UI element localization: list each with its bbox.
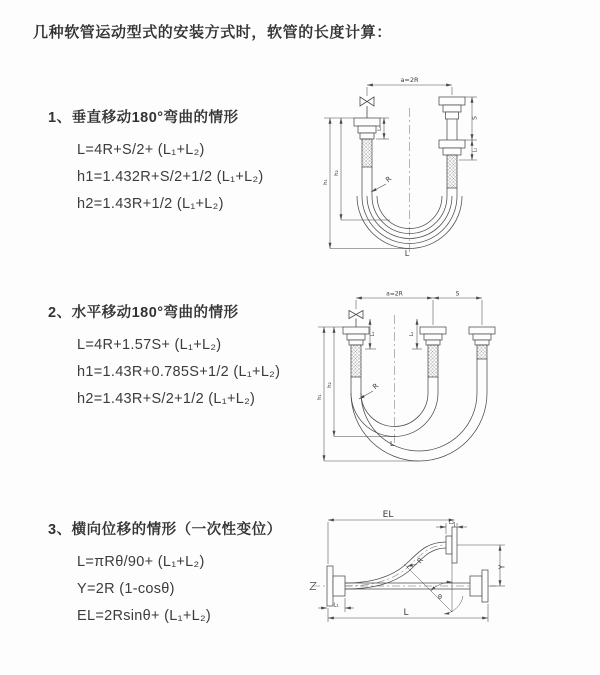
left-flange (327, 566, 345, 606)
diagram-lateral-displacement (300, 500, 600, 645)
label-r: R (384, 174, 394, 185)
hose-u-bends (351, 359, 487, 461)
label-s: S (471, 116, 479, 120)
left-fitting (343, 327, 369, 377)
radius-leader (371, 184, 386, 192)
section-1-heading: 1、垂直移动180°弯曲的情形 (48, 110, 239, 126)
braided-section (447, 155, 457, 188)
label-l2: L₂ (448, 520, 455, 526)
label-l1: L₁ (377, 126, 383, 131)
label-r: R (415, 556, 426, 566)
label-y: Y (497, 564, 507, 570)
dim-a2r (367, 85, 452, 96)
braided-section (351, 345, 361, 377)
right-fitting (469, 327, 495, 359)
formula-line: h2=1.43R+1/2 (L₁+L₂) (77, 196, 224, 212)
formula-line: L=4R+1.57S+ (L₁+L₂) (77, 337, 222, 353)
right-fitting (439, 97, 465, 188)
formula-line: L=4R+S/2+ (L₁+L₂) (77, 142, 205, 158)
label-l: L (404, 249, 410, 258)
label-h1: h₁ (317, 394, 323, 400)
section-1 (48, 108, 318, 218)
label-l1: L₁ (333, 602, 339, 609)
section-3-formulas (77, 549, 318, 630)
braided-section (428, 345, 438, 377)
section-1-formulas (77, 137, 318, 218)
formula-line: Y=2R (1-cosθ) (77, 581, 175, 597)
section-3-heading: 3、横向位移的情形（一次性变位） (48, 522, 282, 538)
valve-icon (349, 311, 363, 328)
valve-icon (360, 97, 374, 118)
label-el: EL (382, 510, 394, 520)
radius-leader (407, 564, 417, 567)
braided-section (362, 139, 372, 167)
label-a2r: a=2R (386, 290, 403, 298)
page-title: 几种软管运动型式的安装方式时，软管的长度计算： (33, 24, 392, 41)
label-h2: h₂ (327, 382, 333, 388)
section-2-formulas (77, 332, 318, 413)
angle-construction (404, 563, 463, 614)
section-2 (48, 303, 318, 413)
formula-line: h2=1.43R+S/2+1/2 (L₁+L₂) (77, 391, 256, 407)
diagram-vertical-180-bend (310, 70, 590, 260)
label-l1: L₁ (370, 331, 376, 337)
middle-fitting (420, 327, 446, 377)
upper-flange (446, 527, 457, 563)
formula-line: h1=1.432R+S/2+1/2 (L₁+L₂) (77, 169, 264, 185)
label-theta: θ (438, 593, 442, 601)
label-s: S (455, 290, 460, 298)
dim-a2r-s (356, 298, 482, 325)
formula-line: EL=2Rsinθ+ (L₁+L₂) (77, 608, 212, 624)
label-l2: L₂ (409, 331, 415, 337)
label-r: R (371, 381, 381, 392)
braided-section (477, 345, 487, 359)
label-l: L (403, 608, 409, 618)
left-fitting (354, 118, 380, 167)
label-h2: h₂ (334, 170, 340, 176)
label-h1: h₁ (323, 179, 329, 185)
formula-line: L=πRθ/90+ (L₁+L₂) (77, 554, 205, 570)
dim-h1-h2 (318, 327, 419, 461)
hose-s-curve (345, 542, 446, 589)
formula-line: h1=1.43R+0.785S+1/2 (L₁+L₂) (77, 364, 281, 380)
label-a2r: a=2R (400, 76, 419, 84)
dim-el (328, 520, 455, 564)
diagram-horizontal-180-bend (310, 285, 590, 475)
label-l: L (390, 440, 394, 448)
section-2-heading: 2、水平移动180°弯曲的情形 (48, 305, 239, 321)
label-l2: L₂ (472, 147, 479, 153)
section-3 (48, 520, 318, 630)
right-flange (470, 570, 488, 602)
